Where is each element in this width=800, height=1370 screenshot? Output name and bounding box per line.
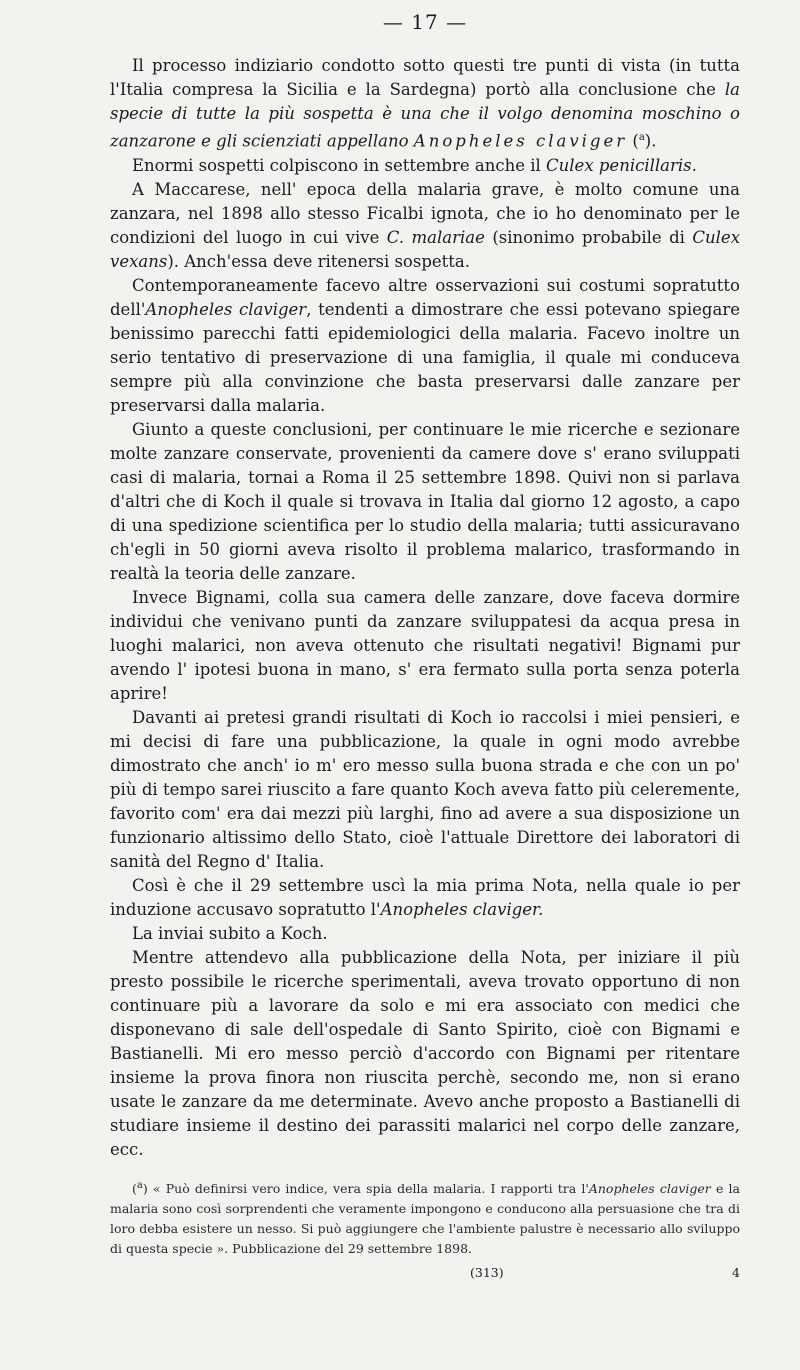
paragraph <box>110 706 740 874</box>
text-run: Il processo indiziario condotto sotto questi tre punti di vista (in tutta l'Italia compresa la Sicilia e la Sardegna) portò alla conclusione che <box>110 56 740 99</box>
paragraph <box>110 178 740 274</box>
paragraph <box>110 922 740 946</box>
italic-text-run: Culex vexans <box>110 227 741 271</box>
sheet-number: 4 <box>732 1264 740 1280</box>
text-run: Davanti ai pretesi grandi risultati di Koch io raccolsi i miei pensieri, e mi decisi di fare una pubblicazione, la quale in ogni modo avrebbe dimostrato che anch' io m' ero messo sulla buona strada e che con un po' più di tempo sarei riuscito a fare quanto Koch aveva fatto più celeremente, favorito com' era dai mezzi più larghi, fino ad avere a sua disposizione un funzionario altissimo dello Stato, cioè l'attuale Direttore dei laboratori di sanità del Regno d' Italia. <box>110 707 740 871</box>
italic-text-run: la specie di tutte la più sospetta è una che il volgo denomina moschino o zanzarone e gli scienziati appellano <box>110 80 740 151</box>
italic-text-run: Anopheles claviger <box>145 299 307 319</box>
text-run: ). <box>644 131 657 151</box>
text-run: Mentre attendevo alla pubblicazione della Nota, per iniziare il più presto possibile le ricerche sperimentali, aveva trovato opportuno di non continuare più a lavorare da solo e mi era associato con medici che disponevano di sale dell'ospedale di Santo Spirito, cioè con Bignami e Bastianelli. Mi ero messo perciò d'accordo con Bignami per ritentare insieme la prova finora non riuscita perchè, secondo me, non si erano usate le zanzare da me determinate. Avevo anche proposto a Bastianelli di studiare insieme il destino dei parassiti malarici nel corpo delle zanzare, ecc. <box>110 947 740 1159</box>
page-footer <box>110 1265 740 1285</box>
text-run: , tendenti a dimostrare che essi potevano spiegare benissimo parecchi fatti epidemiologici della malaria. Facevo inoltre un serio tentativo di preservazione di una famiglia, il quale mi conduceva sempre più alla convinzione che basta preservarsi dalle zanzare per preservarsi dalla malaria. <box>110 299 740 415</box>
italic-text-run: C. malariae <box>386 227 485 247</box>
text-run: ). Anch'essa deve ritenersi sospetta. <box>167 251 471 271</box>
footnote <box>110 1176 740 1259</box>
italic-text-run: Anopheles claviger <box>413 131 628 151</box>
text-run: e la malaria sono così sorprendenti che veramente impongono e conducono alla persuasione che tra di loro debba esistere un nesso. Si può aggiungere che l'ambiente palustre è necessario allo sviluppo di questa specie ». Pubblicazione del 29 settembre 1898. <box>110 1180 740 1256</box>
text-run: a <box>136 1179 143 1191</box>
italic-text-run: Culex penicillaris. <box>546 155 697 175</box>
document-page <box>110 10 740 1285</box>
text-run: ( <box>132 1180 137 1196</box>
italic-text-run: Anopheles claviger. <box>380 899 544 919</box>
paragraph <box>110 418 740 586</box>
paragraph <box>110 586 740 706</box>
text-run: (sinonimo probabile di <box>484 227 693 247</box>
text-run: Giunto a queste conclusioni, per continuare le mie ricerche e sezionare molte zanzare conservate, provenienti da camere dove s' erano sviluppati casi di malaria, tornai a Roma il 25 settembre 1898. Quivi non si parlava d'altri che di Koch il quale si trovava in Italia dal giorno 12 agosto, a capo di una spedizione scientifica per lo studio della malaria; tutti assicuravano ch'egli in 50 giorni aveva risolto il problema malarico, trasformando in realtà la teoria delle zanzare. <box>110 419 740 583</box>
text-run: La inviai subito a Koch. <box>132 923 328 943</box>
text-run: Così è che il 29 settembre uscì la mia prima Nota, nella quale io per induzione accusavo sopratutto l' <box>110 875 740 919</box>
signature-mark: (313) <box>470 1264 504 1280</box>
paragraph <box>110 946 740 1162</box>
paragraph <box>110 54 740 154</box>
body-text <box>110 54 740 1162</box>
text-run: Contemporaneamente facevo altre osservazioni sui costumi sopratutto dell' <box>110 275 740 319</box>
page-number: — 17 — <box>382 10 468 34</box>
paragraph <box>110 874 740 922</box>
text-run: Enormi sospetti colpiscono in settembre anche il <box>132 155 547 175</box>
italic-text-run: Anopheles claviger <box>588 1180 711 1196</box>
text-run: a <box>638 132 645 143</box>
text-run: ) « Può definirsi vero indice, vera spia della malaria. I rapporti tra l' <box>142 1180 589 1196</box>
text-run: ( <box>627 131 639 151</box>
text-run: Invece Bignami, colla sua camera delle zanzare, dove faceva dormire individui che venivano punti da zanzare sviluppatesi da acqua presa in luoghi malarici, non aveva ottenuto che risultati negativi! Bignami pur avendo l' ipotesi buona in mano, s' era fermato sulla porta senza poterla aprire! <box>110 587 740 703</box>
text-run: A Maccarese, nell' epoca della malaria grave, è molto comune una zanzara, nel 1898 allo stesso Ficalbi ignota, che io ho denominato per le condizioni del luogo in cui vive <box>110 179 740 247</box>
paragraph <box>110 154 740 178</box>
paragraph <box>110 274 740 418</box>
